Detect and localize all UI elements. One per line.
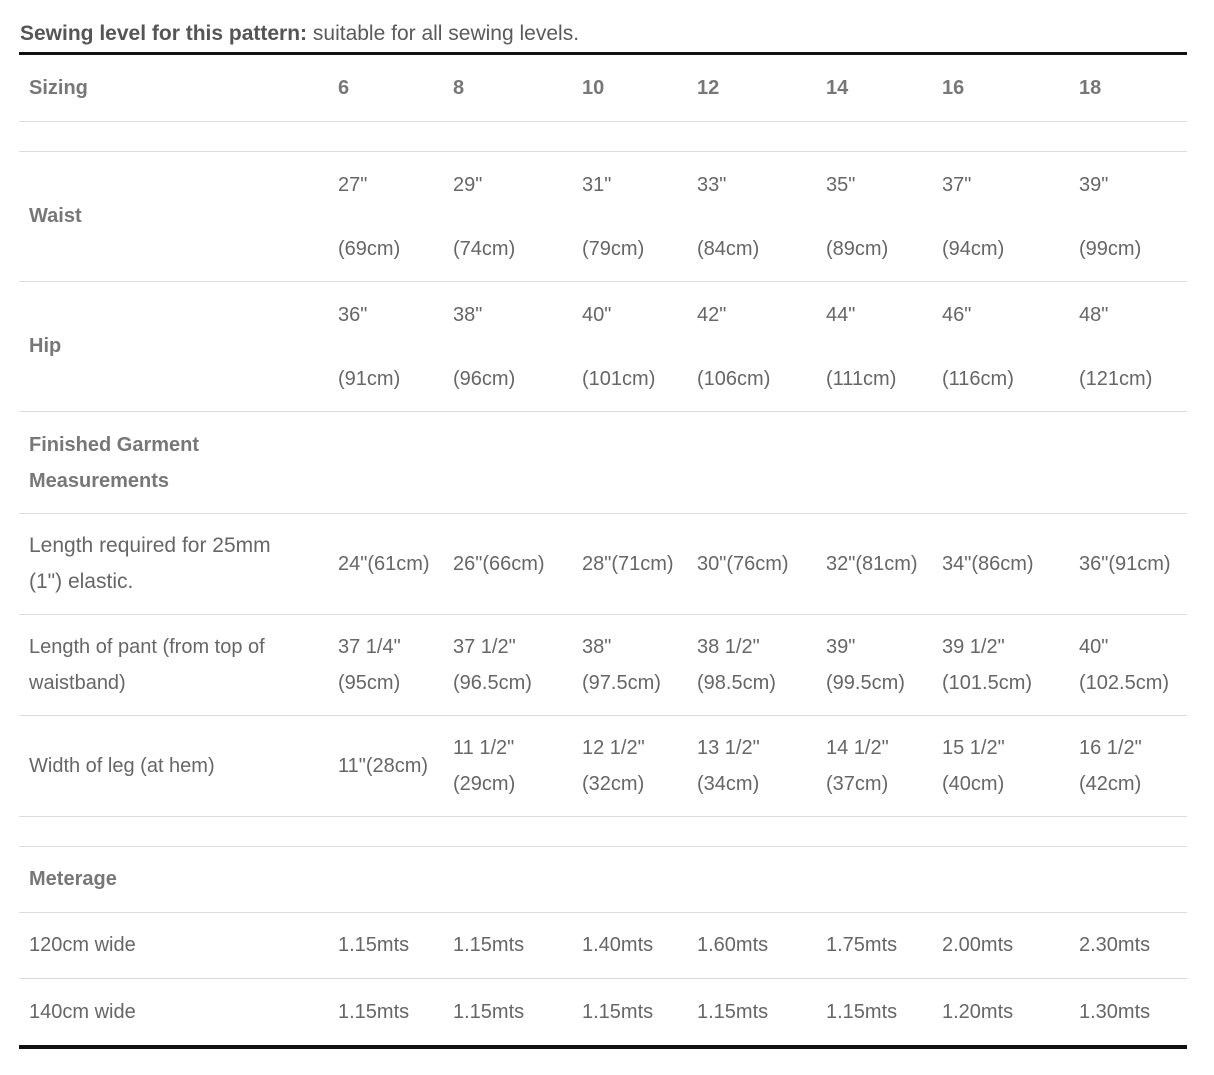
leg-width-size-14: 14 1/2" (37cm) (826, 737, 889, 795)
elastic-label: Length required for 25mm (1") elastic. (29, 534, 271, 593)
elastic-size-14: 32"(81cm) (826, 552, 918, 575)
fabric-140-size-6: 1.15mts (338, 1000, 410, 1023)
fabric-120-label: 120cm wide (29, 934, 136, 956)
fabric-120-row (19, 913, 1187, 979)
meterage-label: Meterage (29, 868, 117, 890)
spacer-row (19, 817, 1187, 847)
waist-size-14: 35" (89cm) (826, 173, 889, 260)
pant-length-size-16: 39 1/2" (101.5cm) (942, 636, 1033, 694)
fabric-140-size-14: 1.15mts (826, 1000, 898, 1023)
hip-size-12: 42" (106cm) (697, 303, 771, 390)
leg-width-size-10: 12 1/2" (32cm) (582, 737, 645, 795)
size-12-header: 12 (697, 76, 720, 99)
hip-size-6: 36" (91cm) (338, 303, 401, 390)
fabric-120-size-14: 1.75mts (826, 934, 898, 956)
hip-label: Hip (29, 335, 62, 357)
fabric-140-size-10: 1.15mts (582, 1000, 654, 1023)
waist-size-16: 37" (94cm) (942, 173, 1005, 260)
fabric-120-size-18: 2.30mts (1079, 934, 1151, 956)
fabric-140-size-16: 1.20mts (942, 1000, 1014, 1023)
pant-length-size-18: 40" (102.5cm) (1079, 636, 1170, 694)
finished-garment-label: Finished Garment Measurements (29, 433, 200, 492)
waist-size-10: 31" (79cm) (582, 173, 645, 260)
leg-width-size-8: 11 1/2" (29cm) (453, 737, 516, 795)
size-18-header: 18 (1079, 76, 1102, 99)
sizing-header-label: Sizing (29, 76, 88, 99)
spacer-row (19, 122, 1187, 152)
finished-garment-row (19, 412, 1187, 514)
size-6-header: 6 (338, 76, 350, 99)
leg-width-label: Width of leg (at hem) (29, 754, 215, 777)
waist-label: Waist (29, 205, 82, 227)
fabric-140-size-8: 1.15mts (453, 1000, 525, 1023)
elastic-size-18: 36"(91cm) (1079, 552, 1171, 575)
elastic-size-16: 34"(86cm) (942, 552, 1034, 575)
fabric-120-size-12: 1.60mts (697, 934, 769, 956)
elastic-size-6: 24"(61cm) (338, 552, 430, 575)
sizing-header-row (19, 55, 1187, 122)
pant-length-size-14: 39" (99.5cm) (826, 636, 905, 694)
waist-size-6: 27" (69cm) (338, 173, 401, 260)
hip-size-16: 46" (116cm) (942, 303, 1014, 390)
fabric-120-size-6: 1.15mts (338, 934, 410, 956)
waist-size-18: 39" (99cm) (1079, 173, 1142, 260)
hip-size-10: 40" (101cm) (582, 303, 656, 390)
fabric-140-label: 140cm wide (29, 1000, 136, 1023)
pant-length-row (19, 615, 1187, 716)
fabric-120-size-10: 1.40mts (582, 934, 654, 956)
fabric-120-size-16: 2.00mts (942, 934, 1014, 956)
meterage-row (19, 847, 1187, 913)
waist-size-8: 29" (74cm) (453, 173, 516, 260)
leg-width-size-6: 11"(28cm) (338, 754, 429, 777)
fabric-140-row (19, 979, 1187, 1045)
size-8-header: 8 (453, 76, 465, 99)
fabric-140-size-12: 1.15mts (697, 1000, 769, 1023)
fabric-140-size-18: 1.30mts (1079, 1000, 1151, 1023)
size-16-header: 16 (942, 76, 965, 99)
hip-size-8: 38" (96cm) (453, 303, 516, 390)
pant-length-size-8: 37 1/2" (96.5cm) (453, 636, 532, 694)
size-14-header: 14 (826, 76, 849, 99)
sewing-level-label: Sewing level for this pattern: (20, 22, 308, 45)
hip-row (19, 282, 1187, 412)
leg-width-row (19, 716, 1187, 817)
size-10-header: 10 (582, 76, 605, 99)
waist-size-12: 33" (84cm) (697, 173, 760, 260)
pant-length-size-10: 38" (97.5cm) (582, 636, 661, 694)
elastic-row (19, 514, 1187, 615)
elastic-size-8: 26"(66cm) (453, 552, 545, 575)
fabric-120-size-8: 1.15mts (453, 934, 525, 956)
hip-size-18: 48" (121cm) (1079, 303, 1153, 390)
sewing-level-text: suitable for all sewing levels. (307, 22, 580, 45)
elastic-size-12: 30"(76cm) (697, 552, 789, 575)
pant-length-label: Length of pant (from top of waistband) (29, 636, 265, 694)
table-bottom-rule (19, 1045, 1187, 1049)
hip-size-14: 44" (111cm) (826, 303, 897, 390)
leg-width-size-16: 15 1/2" (40cm) (942, 737, 1005, 795)
elastic-size-10: 28"(71cm) (582, 552, 674, 575)
leg-width-size-18: 16 1/2" (42cm) (1079, 737, 1142, 795)
waist-row (19, 152, 1187, 282)
pant-length-size-6: 37 1/4" (95cm) (338, 636, 401, 694)
leg-width-size-12: 13 1/2" (34cm) (697, 737, 760, 795)
pant-length-size-12: 38 1/2" (98.5cm) (697, 636, 776, 694)
sewing-level-note (20, 20, 579, 48)
